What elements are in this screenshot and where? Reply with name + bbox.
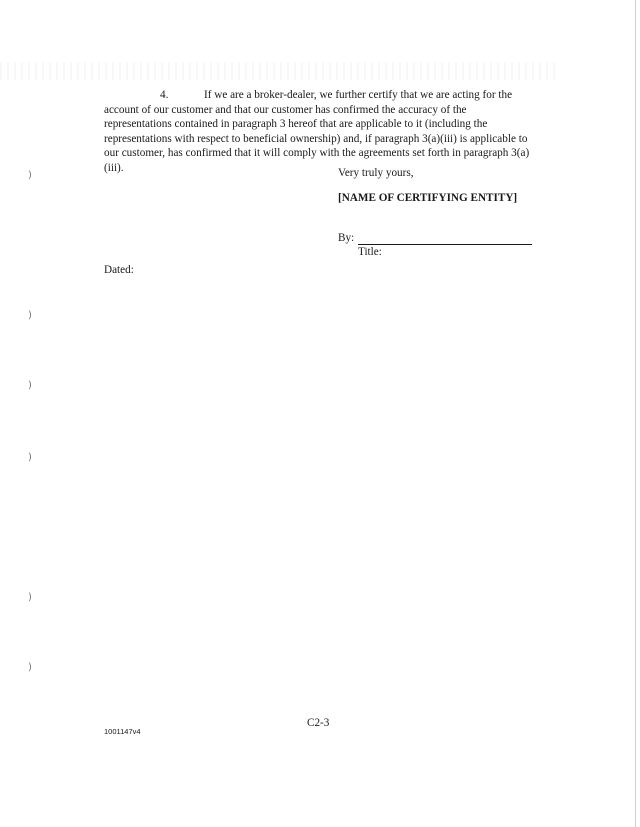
title-label: Title:: [358, 246, 382, 258]
paragraph-4: [104, 88, 534, 175]
certifying-entity-name: [NAME OF CERTIFYING ENTITY]: [338, 192, 518, 204]
page-number: C2-3: [307, 717, 330, 729]
document-id: 1001147v4: [104, 727, 141, 736]
by-label: By:: [338, 232, 355, 244]
binder-hole-mark: ): [28, 310, 32, 321]
binder-hole-mark: ): [28, 592, 32, 603]
paragraph-text: If we are a broker-dealer, we further certify that we are acting for the account of our customer and that our customer has confirmed the accuracy of the representations contained in paragraph 3 hereof that are applicable to it (including the representations with respect to beneficial ownership) and, if paragraph 3(a)(iii) is applicable to our customer, has confirmed that it will comply with the agreements set forth in paragraph 3(a)(iii).: [104, 89, 530, 174]
scan-edge-line: [635, 0, 636, 827]
closing-salutation: Very truly yours,: [338, 167, 414, 179]
dated-label: Dated:: [104, 264, 134, 276]
binder-hole-mark: ): [28, 662, 32, 673]
binder-hole-mark: ): [28, 170, 32, 181]
paragraph-number: 4.: [160, 89, 169, 101]
signature-line: [358, 244, 532, 245]
scan-noise-band: [0, 62, 560, 80]
binder-hole-mark: ): [28, 452, 32, 463]
binder-hole-mark: ): [28, 380, 32, 391]
